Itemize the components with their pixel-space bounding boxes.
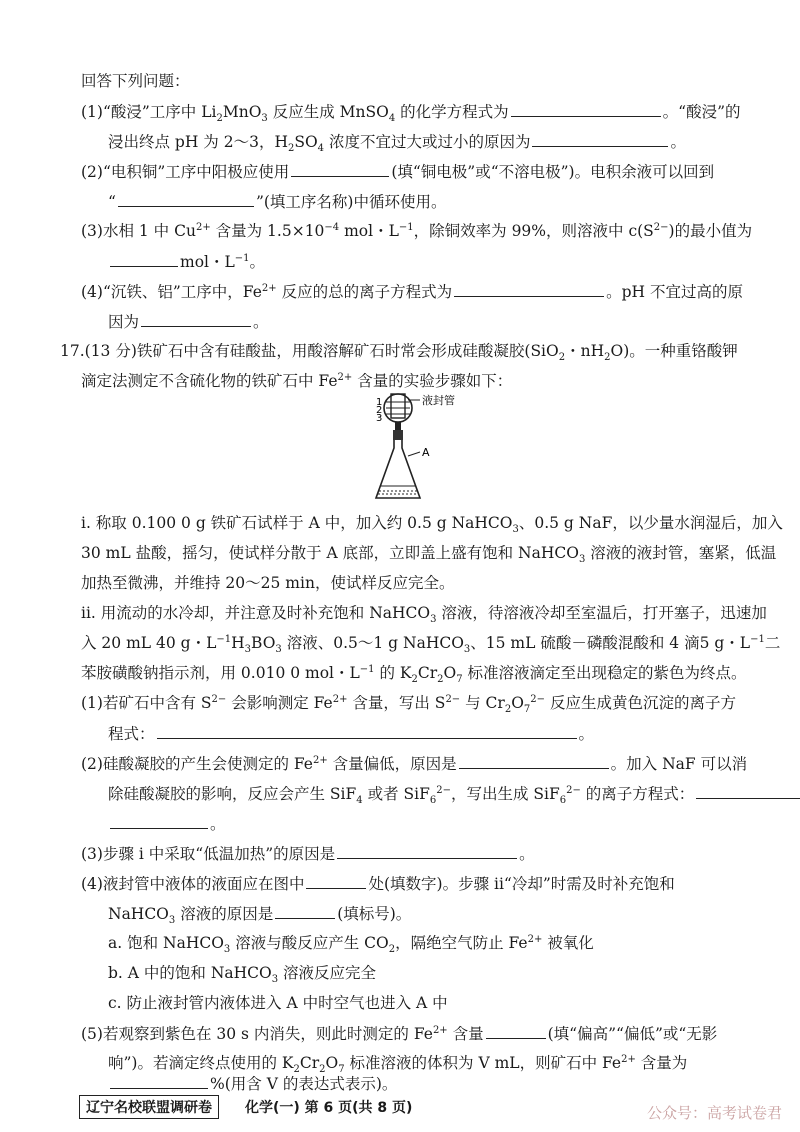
answer-blank[interactable]: [486, 1023, 546, 1039]
q16-part3-line2: mol・$L^{-1}$。: [108, 251, 265, 272]
answer-blank[interactable]: [275, 903, 335, 919]
answer-blank[interactable]: [110, 251, 178, 267]
answer-blank[interactable]: [454, 281, 604, 297]
q16-part1-line2: 浸出终点 pH 为 2～3，$H_2SO_4$ 浓度不宜过大或过小的原因为 。: [108, 133, 686, 155]
answer-blank[interactable]: [141, 311, 251, 327]
q17-part1-line1: (1)若矿石中含有 $S^{2-}$ 会影响测定 $Fe^{2+}$ 含量，写出 $S^{2-}$ 与 $Cr_2O_7^{2-}$ 反应生成黄色沉淀的离子方: [81, 693, 736, 716]
q16-part3-line1: (3)水相 1 中 $Cu^{2+}$ 含量为 $1.5\times 10^{-4}$ mol・$L^{-1}$，除铜效率为 99%，则溶液中 $c(S^{2-})$的最小值为: [81, 221, 753, 240]
q17-option-a: a. 饱和 NaHCO$_3$ 溶液与酸反应产生 $CO_2$，隔绝空气防止 $Fe^{2+}$ 被氧化: [108, 933, 594, 956]
flask-label: A: [422, 446, 430, 459]
q16-part4-line1: (4)“沉铁、铝”工序中，$Fe^{2+}$ 反应的总的离子方程式为 。pH 不宜过高的原: [81, 282, 743, 301]
q16-intro: 回答下列问题：: [81, 72, 190, 90]
q17-part4-line2: NaHCO$_3$ 溶液的原因是 (填标号)。: [108, 905, 412, 927]
q17-part2-line3: 。: [108, 813, 226, 834]
level-1: 1: [376, 397, 383, 408]
answer-blank[interactable]: [157, 723, 577, 739]
q17-step1-line1: i. 称取 0.100 0 g 铁矿石试样于 A 中，加入约 0.5 g NaHCO$_3$、0.5 g NaF，以少量水润湿后，加入: [81, 514, 783, 536]
answer-blank[interactable]: [532, 131, 668, 147]
q17-part5-line3: %(用含 V 的表达式表示)。: [108, 1073, 397, 1094]
q17-part1-line2: 程式： 。: [108, 725, 595, 743]
q16-part2-line2: “ ”(填工序名称)中循环使用。: [108, 193, 447, 211]
answer-blank[interactable]: [291, 161, 389, 177]
q17-part5-line2: 响”)。若滴定终点使用的 $K_2Cr_2O_7$ 标准溶液的体积为 V mL，则矿石中 $Fe^{2+}$ 含量为: [108, 1053, 688, 1076]
q17-step2-line1: ii. 用流动的水冷却，并注意及时补充饱和 NaHCO$_3$ 溶液，待溶液冷却至室温后，打开塞子，迅速加: [81, 604, 767, 626]
footer-org: 辽宁名校联盟调研卷: [79, 1095, 219, 1119]
level-2: 2: [376, 405, 383, 416]
q17-part2-line2: 除硅酸凝胶的影响，反应会产生 SiF$_4$ 或者 SiF$_6^{2-}$，写出生成 SiF$_6^{2-}$ 的离子方程式：: [108, 783, 800, 804]
q17-step1-line3: 加热至微沸，并维持 20～25 min，使试样反应完全。: [81, 574, 455, 592]
q17-step2-line3: 苯胺磺酸钠指示剂，用 0.010 0 mol・$L^{-1}$ 的 $K_2Cr_2O_7$ 标准溶液滴定至出现稳定的紫色为终点。: [81, 663, 747, 686]
q17-step1-line2: 30 mL 盐酸，摇匀，使试样分散于 A 底部，立即盖上盛有饱和 NaHCO$_3$ 溶液的液封管，塞紧，低温: [81, 544, 777, 566]
answer-blank[interactable]: [118, 191, 254, 207]
watermark: 公众号：高考试卷君: [646, 1104, 782, 1122]
answer-blank[interactable]: [337, 843, 517, 859]
q17-part3: (3)步骤 i 中采取“低温加热”的原因是 。: [81, 845, 535, 863]
q17-part5-line1: (5)若观察到紫色在 30 s 内消失，则此时测定的 $Fe^{2+}$ 含量 (填“偏高”“偏低”或“无影: [81, 1024, 718, 1043]
answer-blank[interactable]: [110, 813, 208, 829]
q17-option-b: b. A 中的饱和 NaHCO$_3$ 溶液反应完全: [108, 964, 377, 986]
apparatus-figure: [368, 386, 478, 506]
q17-part4-line1: (4)液封管中液体的液面应在图中 处(填数字)。步骤 ii“冷却”时需及时补充饱和: [81, 875, 675, 893]
tube-label: 液封管: [422, 394, 455, 407]
q17-part2-line1: (2)硅酸凝胶的产生会使测定的 $Fe^{2+}$ 含量偏低，原因是 。加入 NaF 可以消: [81, 754, 748, 773]
answer-blank[interactable]: [696, 783, 800, 799]
q16-part2-line1: (2)“电积铜”工序中阳极应使用 (填“铜电极”或“不溶电极”)。电积余液可以回到: [81, 163, 715, 181]
answer-blank[interactable]: [511, 101, 661, 117]
q17-step2-line2: 入 20 mL 40 g・$L^{-1}H_3BO_3$ 溶液、0.5～1 g NaHCO$_3$、15 mL 硫酸－磷酸混酸和 4 滴5 g・$L^{-1}$二: [81, 633, 781, 656]
q17-option-c: c. 防止液封管内液体进入 A 中时空气也进入 A 中: [108, 994, 448, 1012]
level-3: 3: [376, 413, 383, 424]
answer-blank[interactable]: [110, 1073, 208, 1089]
footer-page: 化学(一) 第 6 页(共 8 页): [245, 1100, 413, 1116]
answer-blank[interactable]: [306, 873, 366, 889]
answer-blank[interactable]: [459, 753, 609, 769]
q16-part1-line1: (1)“酸浸”工序中 $Li_2MnO_3$ 反应生成 MnSO$_4$ 的化学方程式为 。“酸浸”的: [81, 103, 741, 125]
q17-heading-line2: 滴定法测定不含硫化物的铁矿石中 $Fe^{2+}$ 含量的实验步骤如下：: [81, 371, 513, 390]
q17-heading-line1: 17.(13 分)铁矿石中含有硅酸盐，用酸溶解矿石时常会形成硅酸凝胶(SiO$_2$・$nH_2O$)。一种重铬酸钾: [60, 342, 738, 364]
q16-part4-line2: 因为 。: [108, 313, 269, 331]
